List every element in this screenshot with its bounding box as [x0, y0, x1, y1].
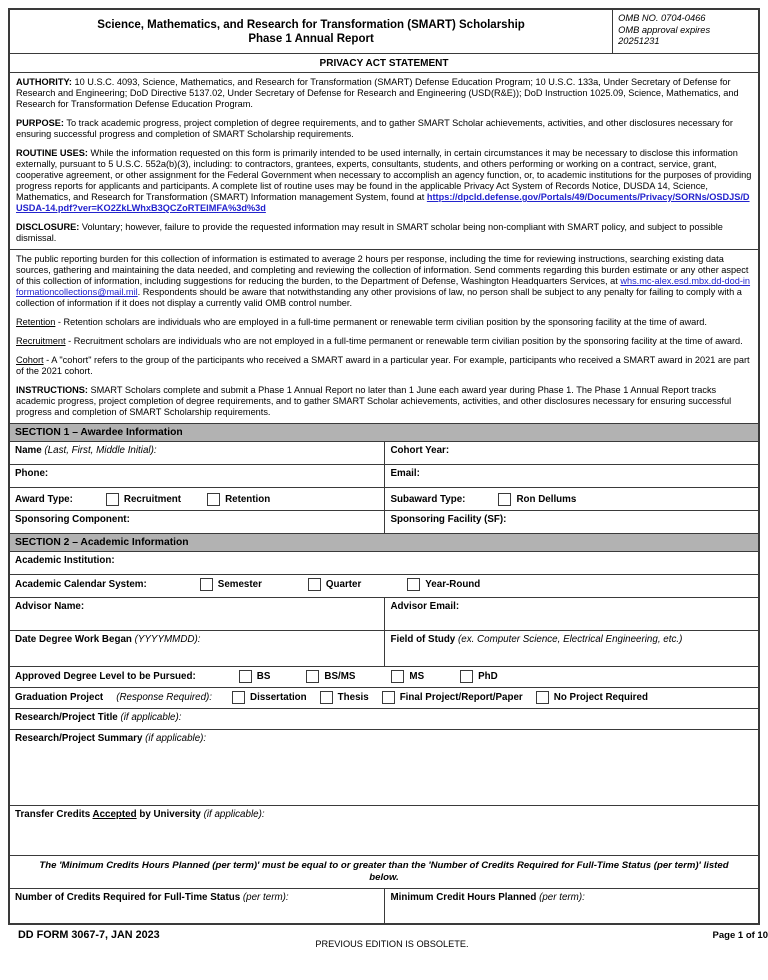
transfer-credits-label-post: by University: [136, 809, 201, 820]
graduation-project-hint: (Response Required):: [116, 692, 213, 703]
email-label: Email:: [390, 468, 420, 479]
field-of-study-hint: (ex. Computer Science, Electrical Engineering, etc.): [455, 634, 683, 645]
subaward-type-label: Subaward Type:: [390, 493, 466, 505]
calendar-option-quarter: [308, 578, 361, 591]
dissertation-label: Dissertation: [250, 692, 307, 703]
bs-label: BS: [256, 671, 271, 682]
field-of-study-field[interactable]: [385, 631, 758, 666]
edition-note: PREVIOUS EDITION IS OBSOLETE.: [315, 939, 469, 949]
section2-header: SECTION 2 – Academic Information: [10, 533, 758, 551]
recruitment-checkbox[interactable]: [106, 493, 119, 506]
recruitment-label: Recruitment: [123, 493, 182, 505]
authority-text: 10 U.S.C. 4093, Science, Mathematics, and Research for Transformation (SMART) Defense Education Program; 10 U.S.C. 133a, Under Secretary of Defense for Research and Engineering; DoD Directive 5137.02, Under Secretary of Defense for Research and Engineering (USD(R&E)); DoD Instruction 1025.09, Science, Mathematics, and Research for Transformation Defense Education Program.: [16, 77, 739, 109]
sponsoring-component-label: Sponsoring Component:: [15, 514, 130, 525]
retention-term: Retention: [16, 317, 56, 327]
section1-header: SECTION 1 – Awardee Information: [10, 423, 758, 441]
quarter-label: Quarter: [325, 579, 362, 590]
academic-institution-label: Academic Institution:: [15, 555, 115, 566]
bsms-checkbox[interactable]: [306, 670, 319, 683]
burden-paragraph: [16, 254, 752, 309]
phone-label: Phone:: [15, 468, 49, 479]
research-summary-hint: (if applicable):: [142, 733, 207, 744]
no-project-checkbox[interactable]: [536, 691, 549, 704]
degree-level-label: Approved Degree Level to be Pursued:: [15, 671, 196, 682]
date-degree-began-field[interactable]: [10, 631, 385, 666]
award-type-label: Award Type:: [15, 493, 73, 505]
page-footer: [16, 928, 768, 954]
ron-dellums-label: Ron Dellums: [516, 493, 577, 505]
retention-label: Retention: [225, 493, 271, 505]
award-option-recruitment: [106, 493, 181, 506]
form-title: [10, 10, 612, 53]
sponsoring-component-field[interactable]: [10, 511, 385, 533]
degree-option-ms: [391, 670, 424, 683]
ms-checkbox[interactable]: [391, 670, 404, 683]
quarter-checkbox[interactable]: [308, 578, 321, 591]
grad-option-final-project: [382, 691, 523, 704]
omb-box: [612, 10, 758, 53]
field-of-study-label: Field of Study: [390, 634, 456, 645]
purpose-text: To track academic progress, project completion of degree requirements, and to gather SMART Scholar achievements, activities, and other disclosures necessary for ensuring successful progress and completion of SMART Scholarship requirements.: [16, 118, 733, 139]
semester-checkbox[interactable]: [200, 578, 213, 591]
disclosure-text: Voluntary; however, failure to provide the requested information may result in SMART scholar being non-compliant with SMART policy, and subject to possible dismissal.: [16, 222, 723, 243]
degree-option-bsms: [306, 670, 355, 683]
advisor-name-label: Advisor Name:: [15, 601, 85, 612]
instructions-text: SMART Scholars complete and submit a Phase 1 Annual Report no later than 1 June each award year during Phase 1. The Phase 1 Annual Report tracks academic progress, project completion of degree requirements, and to gather SMART Scholar achievements, activities, and other disclosures necessary for ensuring successful progress and completion of SMART Scholarship requirements.: [16, 385, 732, 417]
retention-text: - Retention scholars are individuals who are employed in a full-time permanent or renewable term civilian position by the sponsoring facility at the time of award.: [55, 317, 707, 327]
sponsoring-facility-field[interactable]: [385, 511, 758, 533]
purpose-paragraph: [16, 118, 752, 140]
form-header: [10, 10, 758, 53]
page-indicator: Page 1 of 10: [712, 930, 768, 941]
grad-option-no-project: [536, 691, 648, 704]
award-type-field: [10, 488, 385, 510]
date-degree-began-hint: (YYYYMMDD):: [131, 634, 201, 645]
thesis-checkbox[interactable]: [320, 691, 333, 704]
semester-label: Semester: [217, 579, 262, 590]
academic-calendar-field: [10, 575, 758, 594]
graduation-project-field: [10, 688, 758, 707]
degree-option-bs: [239, 670, 271, 683]
form-number: DD FORM 3067-7, JAN 2023: [18, 929, 160, 941]
award-option-retention: [207, 493, 270, 506]
credits-planned-field[interactable]: [385, 889, 758, 923]
subaward-option-ron-dellums: [498, 493, 576, 506]
final-project-checkbox[interactable]: [382, 691, 395, 704]
credits-note: The 'Minimum Credits Hours Planned (per term)' must be equal to or greater than the 'Number of Credits Required for Full-Time Status (per term)' listed below.: [10, 855, 758, 888]
phd-label: PhD: [478, 671, 498, 682]
routine-uses-paragraph: [16, 148, 752, 214]
phd-checkbox[interactable]: [460, 670, 473, 683]
ron-dellums-checkbox[interactable]: [498, 493, 511, 506]
disclosure-label: DISCLOSURE:: [16, 222, 80, 232]
credits-required-field[interactable]: [10, 889, 385, 923]
routine-uses-label: ROUTINE USES:: [16, 148, 88, 158]
collections-email-link[interactable]: whs.mc-alex.esd.mbx.dd-dod-informationcollections@mail.mil: [16, 276, 751, 297]
recruitment-definition: [16, 336, 752, 347]
name-field[interactable]: [10, 442, 385, 464]
instructions-paragraph: [16, 385, 752, 418]
cohort-text: - A "cohort" refers to the group of the participants who received a SMART award in a particular year. For example, participants who received a SMART award in 2021 are part of the 2021 cohort.: [16, 355, 750, 376]
omb-expires-date: 20251231: [618, 36, 660, 46]
graduation-project-label: Graduation Project: [15, 692, 104, 703]
subaward-type-field: [385, 488, 758, 510]
authority-paragraph: [16, 77, 752, 110]
no-project-label: No Project Required: [553, 692, 648, 703]
recruitment-text: - Recruitment scholars are individuals who are not employed in a full-time permanent or renewable term civilian position by the sponsoring facility at the time of award.: [65, 336, 743, 346]
sorn-pdf-link[interactable]: https://dpcld.defense.gov/Portals/49/Documents/Privacy/SORNs/OSDJS/DUSDA-14.pdf?ver=KO2ZkLWhxB3QCZoRTEIMFA%3d%3d: [16, 192, 750, 213]
research-title-hint: (if applicable):: [117, 712, 182, 723]
cohort-definition: [16, 355, 752, 377]
thesis-label: Thesis: [337, 692, 369, 703]
year-round-label: Year-Round: [425, 579, 481, 590]
grad-option-thesis: [320, 691, 369, 704]
bsms-label: BS/MS: [324, 671, 356, 682]
transfer-credits-hint: (if applicable):: [200, 809, 265, 820]
transfer-credits-label-accepted: Accepted: [92, 809, 137, 820]
research-summary-field[interactable]: [10, 730, 758, 747]
cohort-year-label: Cohort Year:: [390, 445, 450, 456]
credits-planned-label: Minimum Credit Hours Planned: [390, 892, 537, 903]
sponsoring-facility-label: Sponsoring Facility (SF):: [390, 514, 507, 525]
credits-required-label: Number of Credits Required for Full-Time Status: [15, 892, 241, 903]
purpose-label: PURPOSE:: [16, 118, 64, 128]
omb-number: OMB NO. 0704-0466: [618, 13, 706, 23]
degree-option-phd: [460, 670, 498, 683]
name-hint: (Last, First, Middle Initial):: [41, 445, 157, 456]
credits-required-hint: (per term):: [240, 892, 289, 903]
ms-label: MS: [409, 671, 425, 682]
transfer-credits-label: [15, 809, 201, 820]
privacy-statement-block: [10, 72, 758, 249]
phone-field[interactable]: [10, 465, 385, 487]
transfer-credits-field[interactable]: [10, 806, 758, 823]
form-title-line1: Science, Mathematics, and Research for Transformation (SMART) Scholarship: [97, 19, 525, 31]
burden-text-1: The public reporting burden for this collection of information is estimated to average 2 hours per response, including the time for reviewing instructions, searching existing data sources, gathering and maintaining the data needed, and completing and reviewing the collection of information. Send comments regarding this burden estimate or any other aspect of this collection of information, including suggestions for reducing the burden, to the Department of Defense, Washington Headquarters Services, at: [16, 254, 749, 286]
privacy-act-heading: PRIVACY ACT STATEMENT: [10, 53, 758, 72]
year-round-checkbox[interactable]: [407, 578, 420, 591]
name-label: Name: [15, 445, 42, 456]
authority-label: AUTHORITY:: [16, 77, 72, 87]
credits-planned-hint: (per term):: [536, 892, 585, 903]
academic-institution-field[interactable]: [10, 552, 758, 569]
retention-definition: [16, 317, 752, 328]
cohort-year-field[interactable]: [385, 442, 758, 464]
bs-checkbox[interactable]: [239, 670, 252, 683]
burden-definitions-block: [10, 249, 758, 423]
research-title-label: Research/Project Title: [15, 712, 118, 723]
final-project-label: Final Project/Report/Paper: [399, 692, 523, 703]
advisor-email-label: Advisor Email:: [390, 601, 460, 612]
grad-option-dissertation: [232, 691, 307, 704]
cohort-term: Cohort: [16, 355, 44, 365]
research-summary-label: Research/Project Summary: [15, 733, 143, 744]
academic-calendar-label: Academic Calendar System:: [15, 579, 147, 590]
degree-level-field: [10, 667, 758, 686]
disclosure-paragraph: [16, 222, 752, 244]
retention-checkbox[interactable]: [207, 493, 220, 506]
dissertation-checkbox[interactable]: [232, 691, 245, 704]
date-degree-began-label: Date Degree Work Began: [15, 634, 132, 645]
research-title-field[interactable]: [10, 709, 758, 726]
calendar-option-year-round: [407, 578, 480, 591]
advisor-email-field[interactable]: [385, 598, 758, 630]
email-field[interactable]: [385, 465, 758, 487]
omb-expires-label: OMB approval expires: [618, 24, 711, 35]
transfer-credits-label-pre: Transfer Credits: [15, 809, 93, 820]
recruitment-term: Recruitment: [16, 336, 66, 346]
instructions-label: INSTRUCTIONS:: [16, 385, 88, 395]
form-title-line2: Phase 1 Annual Report: [248, 33, 374, 45]
calendar-option-semester: [200, 578, 262, 591]
routine-uses-text: While the information requested on this form is primarily intended to be used internally, in certain circumstances it may be necessary to disclose this information externally, pursuant to 5 U.S.C. 552a(b)(3), including: to contractors, grantees, experts, consultants, students, and others performing or working on a contract, service, grant, cooperative agreement, or other assignment for the Federal Government when necessary to accomplish an agency function, or, to academic institutions for the purposes of providing progress reports for applicants and participants. A complete list of routine uses may be found in the applicable Privacy Act System of Records Notice, DUSDA 14, Science, Mathematics, and Research for Transformation (SMART) Information management System, found at: [16, 148, 752, 202]
dd-form-3067-7: [8, 8, 760, 925]
advisor-name-field[interactable]: [10, 598, 385, 630]
burden-text-2: . Respondents should be aware that notwithstanding any other provisions of law, no person shall be subject to any penalty for failing to comply with a collection of information if it does not display a currently valid OMB control number.: [16, 287, 742, 308]
